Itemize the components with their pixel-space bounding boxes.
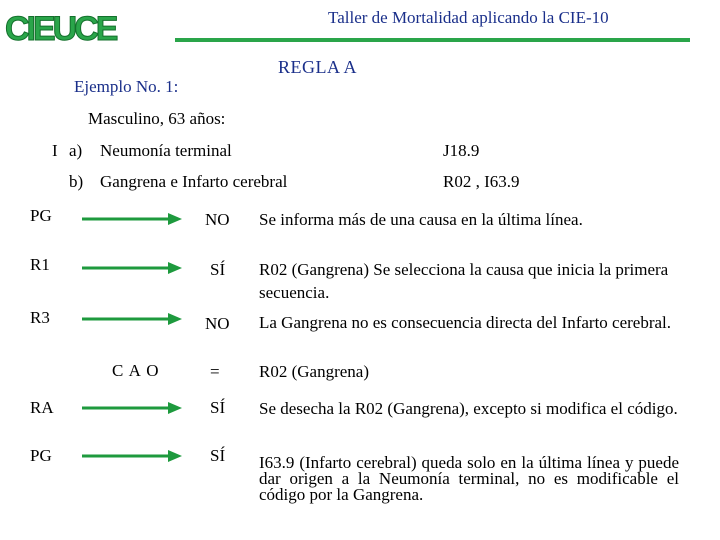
cause-b-text: Gangrena e Infarto cerebral (100, 172, 288, 191)
cause-a-code: J18.9 (443, 141, 480, 160)
regla-title: REGLA A (278, 57, 358, 77)
rule-label: R1 (30, 255, 50, 274)
cao-label: C A O (112, 361, 160, 380)
rule-result: = (210, 362, 220, 381)
header-title: Taller de Mortalidad aplicando la CIE-10 (328, 8, 609, 27)
rule-explanation: I63.9 (Infarto cerebral) queda solo en la última línea y puede dar origen a la Neumonía terminal, no es modificable el código por la Gangrena. (259, 453, 679, 504)
ejemplo-label: Ejemplo No. 1: (74, 77, 179, 96)
rule-result: SÍ (210, 260, 226, 279)
cause-a-text: Neumonía terminal (100, 141, 232, 160)
rule-result: NO (205, 314, 230, 333)
cause-a-label: a) (69, 141, 83, 160)
right-arrow-icon (82, 212, 182, 226)
right-arrow-icon (82, 401, 182, 415)
rule-result: SÍ (210, 398, 226, 417)
rule-explanation: La Gangrena no es consecuencia directa del Infarto cerebral. (259, 313, 672, 332)
rule-label: RA (30, 398, 54, 417)
svg-text:CIEUCE: CIEUCE (5, 10, 116, 48)
right-arrow-icon (82, 449, 182, 463)
rule-explanation: R02 (Gangrena) (259, 362, 369, 381)
cause-b-code: R02 , I63.9 (443, 172, 520, 191)
rule-label: R3 (30, 308, 50, 327)
header-divider (175, 38, 690, 42)
rule-label: PG (30, 446, 52, 465)
patient-description: Masculino, 63 años: (88, 109, 226, 128)
rule-explanation: R02 (Gangrena) Se selecciona la causa que inicia la primera secuencia. (259, 260, 669, 302)
line-i-label: I (52, 141, 58, 160)
rule-result: SÍ (210, 446, 226, 465)
cieuce-logo (2, 2, 116, 48)
rule-explanation: Se desecha la R02 (Gangrena), excepto si modifica el código. (259, 399, 678, 418)
right-arrow-icon (82, 312, 182, 326)
right-arrow-icon (82, 261, 182, 275)
rule-explanation: Se informa más de una causa en la última línea. (259, 210, 583, 229)
rule-label: PG (30, 206, 52, 225)
cause-b-label: b) (69, 172, 84, 191)
rule-result: NO (205, 210, 230, 229)
